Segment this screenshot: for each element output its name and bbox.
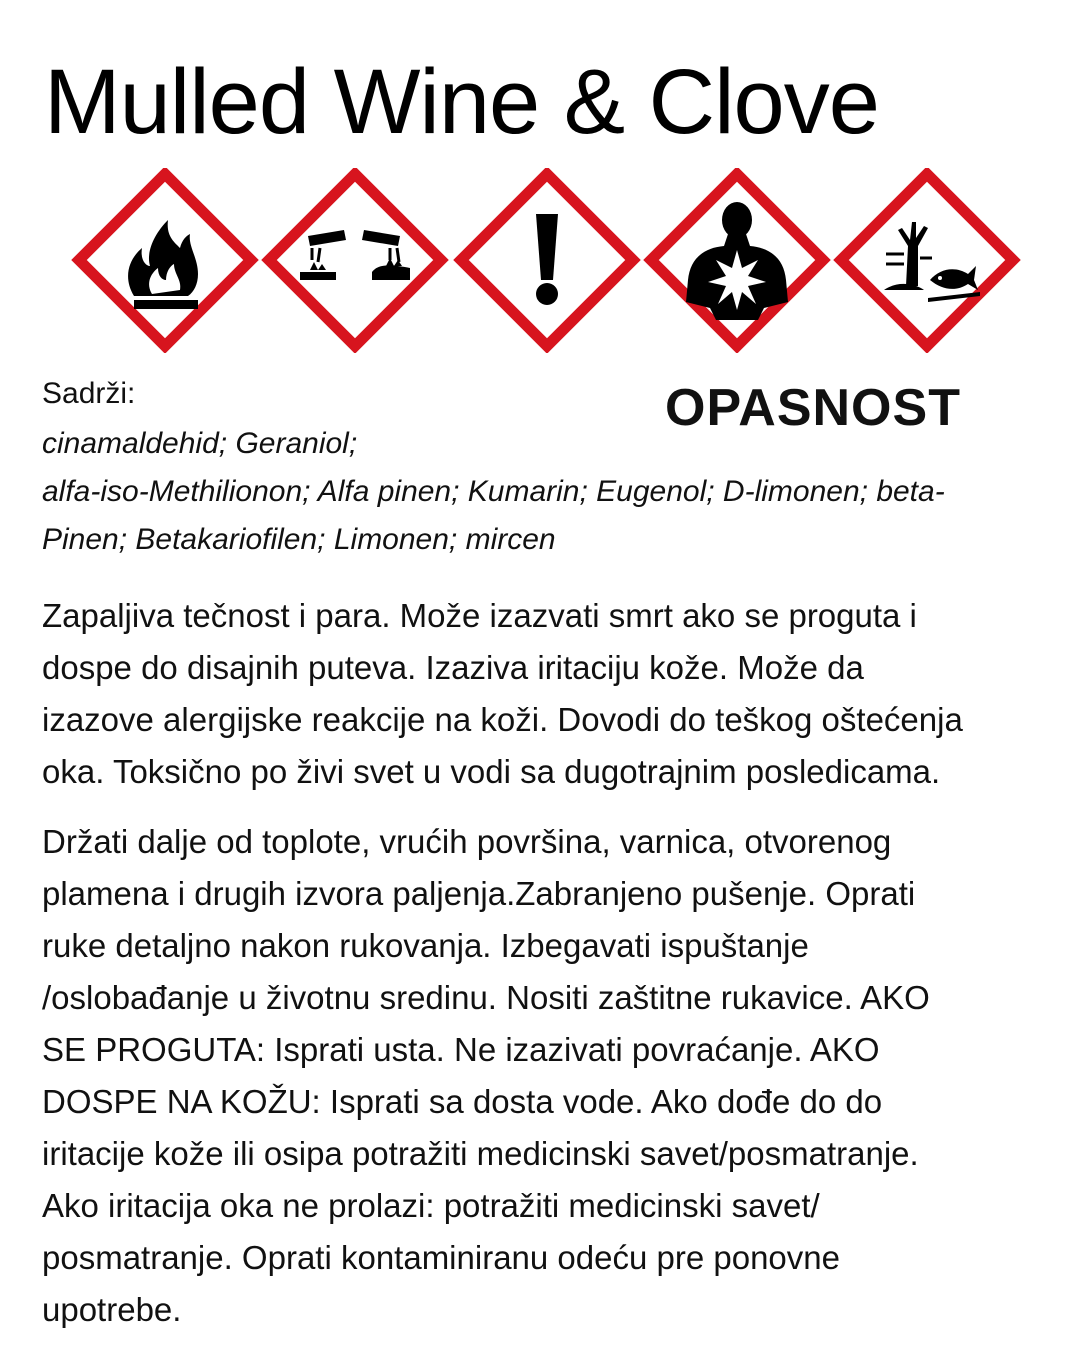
environment-pictogram [832,168,1022,353]
exclamation-icon [452,168,642,353]
flame-icon [70,168,260,353]
hazard-line: oka. Toksično po živi svet u vodi sa dugotrajnim posledicama. [42,753,941,790]
health-hazard-icon [642,168,832,353]
precaution-line: DOSPE NA KOŽU: Isprati sa dosta vode. Ako dođe do do [42,1083,883,1120]
hazard-line: dospe do disajnih puteva. Izaziva iritaciju kože. Može da [42,649,864,686]
ingredients-line: alfa-iso-Methilionon; Alfa pinen; Kumarin; Eugenol; D-limonen; beta- [42,475,945,508]
precautionary-statements [42,816,1072,1336]
precaution-line: Ako iritacija oka ne prolazi: potražiti medicinski savet/ [42,1187,820,1224]
health-hazard-pictogram [642,168,832,353]
corrosion-icon [260,168,450,353]
hazard-line: izazove alergijske reakcije na koži. Dovodi do teškog oštećenja [42,701,963,738]
signal-word: OPASNOST [665,379,961,437]
environment-icon [832,168,1022,353]
precaution-line: iritacije kože ili osipa potražiti medicinski savet/posmatranje. [42,1135,919,1172]
precaution-line: posmatranje. Oprati kontaminiranu odeću pre ponovne [42,1239,840,1276]
precaution-line: plamena i drugih izvora paljenja.Zabranjeno pušenje. Oprati [42,875,916,912]
product-title: Mulled Wine & Clove [44,51,879,153]
ingredients-line: cinamaldehid; Geraniol; [42,427,358,460]
hazard-line: Zapaljiva tečnost i para. Može izazvati smrt ako se proguta i [42,597,917,634]
ghs-pictograms [70,168,1020,353]
contains-label: Sadrži: [42,377,136,410]
corrosion-pictogram [260,168,450,353]
flame-pictogram [70,168,260,353]
precaution-line: ruke detaljno nakon rukovanja. Izbegavati ispuštanje [42,927,809,964]
ingredients-line: Pinen; Betakariofilen; Limonen; mircen [42,523,556,556]
precaution-line: SE PROGUTA: Isprati usta. Ne izazivati povraćanje. AKO [42,1031,880,1068]
precaution-line: upotrebe. [42,1291,182,1328]
precaution-line: Držati dalje od toplote, vrućih površina, varnica, otvorenog [42,823,892,860]
ingredients-list [42,420,1052,564]
hazard-statements [42,590,1072,798]
precaution-line: /oslobađanje u životnu sredinu. Nositi zaštitne rukavice. AKO [42,979,930,1016]
exclamation-pictogram [452,168,642,353]
